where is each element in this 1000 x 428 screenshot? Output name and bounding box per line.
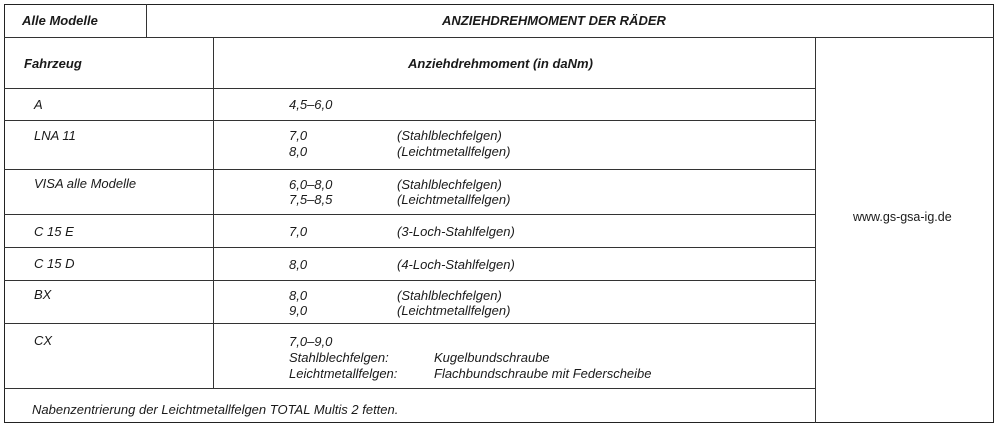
rim-note: (4-Loch-Stahlfelgen) (397, 257, 515, 272)
rule-column-divider (213, 37, 214, 388)
torque-value: 4,5–6,0 (289, 97, 333, 112)
vehicle-name: VISA alle Modelle (34, 176, 137, 191)
torque-value: 7,0 (289, 128, 308, 143)
vehicle-name: BX (34, 287, 52, 302)
torque-value: 7,5–8,5 (289, 192, 333, 207)
rim-type-label: Stahlblechfelgen: (289, 350, 389, 365)
torque-value: 8,0 (289, 288, 308, 303)
rule-row (4, 169, 816, 170)
vehicle-name: CX (34, 333, 53, 348)
rim-note: (Stahlblechfelgen) (397, 177, 502, 192)
torque-value: 9,0 (289, 303, 308, 318)
vehicle-name: A (34, 97, 43, 112)
rule-row (4, 323, 816, 324)
rim-note: (3-Loch-Stahlfelgen) (397, 224, 515, 239)
rim-note: (Stahlblechfelgen) (397, 128, 502, 143)
website-note: www.gs-gsa-ig.de (853, 210, 952, 224)
rim-type-label: Leichtmetallfelgen: (289, 366, 398, 381)
bolt-type: Flachbundschraube mit Federscheibe (434, 366, 652, 381)
rim-note: (Leichtmetallfelgen) (397, 192, 511, 207)
column-header-torque: Anziehdrehmoment (in daNm) (408, 56, 593, 71)
rule-above-footnote (4, 388, 816, 389)
bolt-type: Kugelbundschraube (434, 350, 550, 365)
torque-value: 8,0 (289, 257, 308, 272)
rim-note: (Stahlblechfelgen) (397, 288, 502, 303)
rim-note: (Leichtmetallfelgen) (397, 303, 511, 318)
column-header-vehicle: Fahrzeug (24, 56, 82, 71)
rim-note: (Leichtmetallfelgen) (397, 144, 511, 159)
rule-title-divider (146, 4, 147, 37)
rule-under-header (4, 88, 816, 89)
footnote: Nabenzentrierung der Leichtmetallfelgen TOTAL Multis 2 fetten. (32, 402, 399, 417)
rule-row (4, 280, 816, 281)
scope-label: Alle Modelle (22, 13, 98, 28)
vehicle-name: LNA 11 (34, 128, 76, 143)
torque-value: 7,0–9,0 (289, 334, 333, 349)
torque-value: 6,0–8,0 (289, 177, 333, 192)
rule-side-divider (815, 37, 816, 423)
rule-row (4, 120, 816, 121)
page-title: ANZIEHDREHMOMENT DER RÄDER (442, 13, 666, 28)
rule-under-title (4, 37, 994, 38)
torque-value: 8,0 (289, 144, 308, 159)
vehicle-name: C 15 D (34, 256, 75, 271)
rule-row (4, 247, 816, 248)
vehicle-name: C 15 E (34, 224, 74, 239)
rule-row (4, 214, 816, 215)
torque-value: 7,0 (289, 224, 308, 239)
